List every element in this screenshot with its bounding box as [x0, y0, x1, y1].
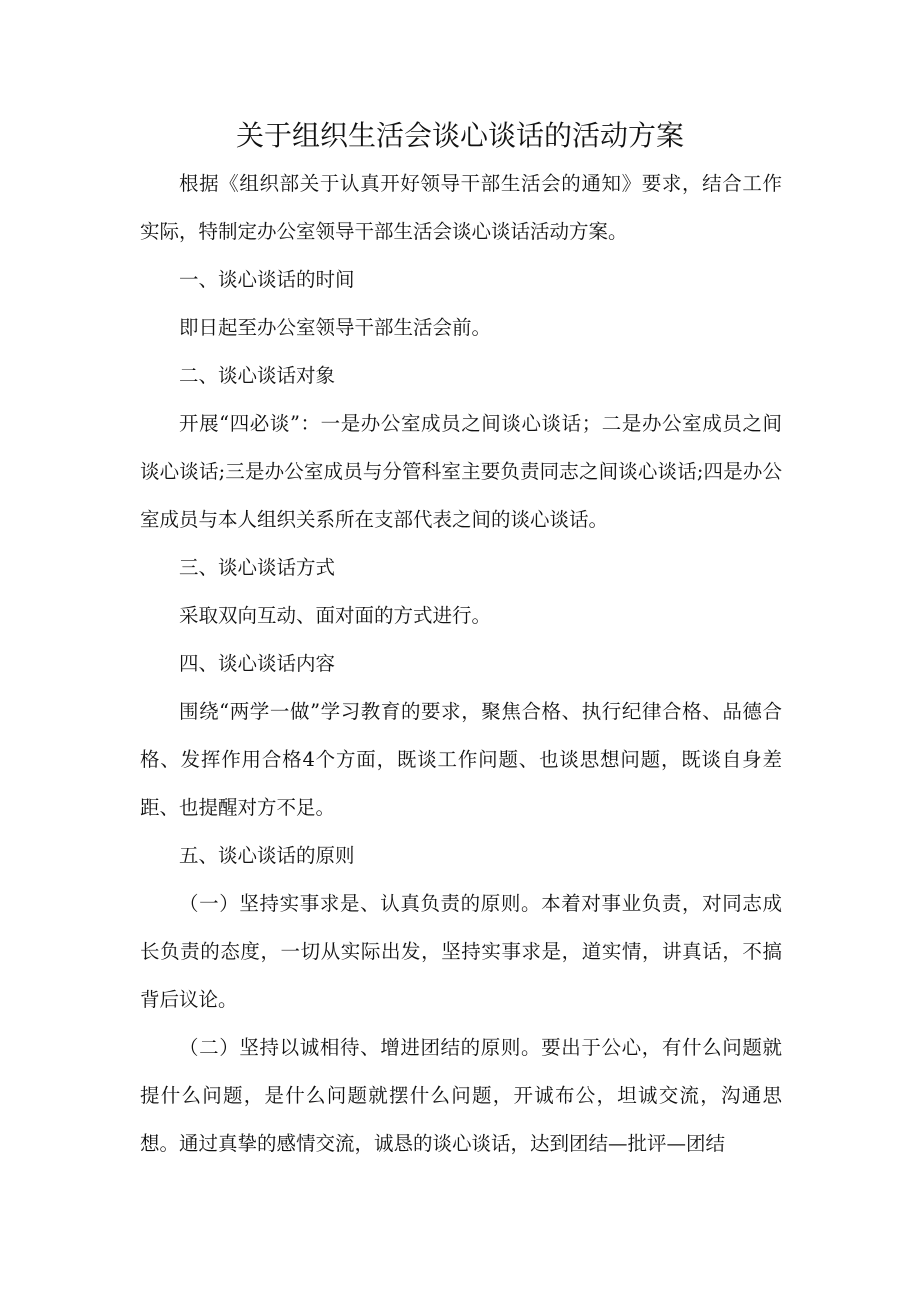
section-body-content: 围绕“两学一做”学习教育的要求，聚焦合格、执行纪律合格、品德合格、发挥作用合格4个方面，既谈工作问题、也谈思想问题，既谈自身差距、也提醒对方不足。 [140, 700, 782, 819]
principle-item: （一）坚持实事求是、认真负责的原则。本着对事业负责，对同志成长负责的态度，一切从实际出发，坚持实事求是，道实情，讲真话，不搞背后议论。 [140, 892, 782, 1011]
section-body-time: 即日起至办公室领导干部生活会前。 [179, 316, 492, 339]
intro-paragraph: 根据《组织部关于认真开好领导干部生活会的通知》要求，结合工作实际，特制定办公室领导干部生活会谈心谈话活动方案。 [140, 172, 782, 243]
section-heading-principles: 五、谈心谈话的原则 [179, 844, 355, 867]
principle-item: （二）坚持以诚相待、增进团结的原则。要出于公心，有什么问题就提什么问题，是什么问题就摆什么问题，开诚布公，坦诚交流，沟通思想。通过真挚的感情交流，诚恳的谈心谈话，达到团结—批评—团结 [140, 1036, 782, 1155]
section-body-method: 采取双向互动、面对面的方式进行。 [179, 604, 492, 627]
document-title: 关于组织生活会谈心谈话的活动方案 [235, 119, 684, 152]
section-heading-method: 三、谈心谈话方式 [179, 556, 336, 579]
section-heading-time: 一、谈心谈话的时间 [179, 268, 355, 291]
section-heading-content: 四、谈心谈话内容 [179, 652, 336, 675]
section-body-targets: 开展“四必谈”：一是办公室成员之间谈心谈话；二是办公室成员之间谈心谈话;三是办公室成员与分管科室主要负责同志之间谈心谈话;四是办公室成员与本人组织关系所在支部代表之间的谈心谈话。 [140, 412, 782, 531]
section-heading-targets: 二、谈心谈话对象 [179, 364, 336, 387]
